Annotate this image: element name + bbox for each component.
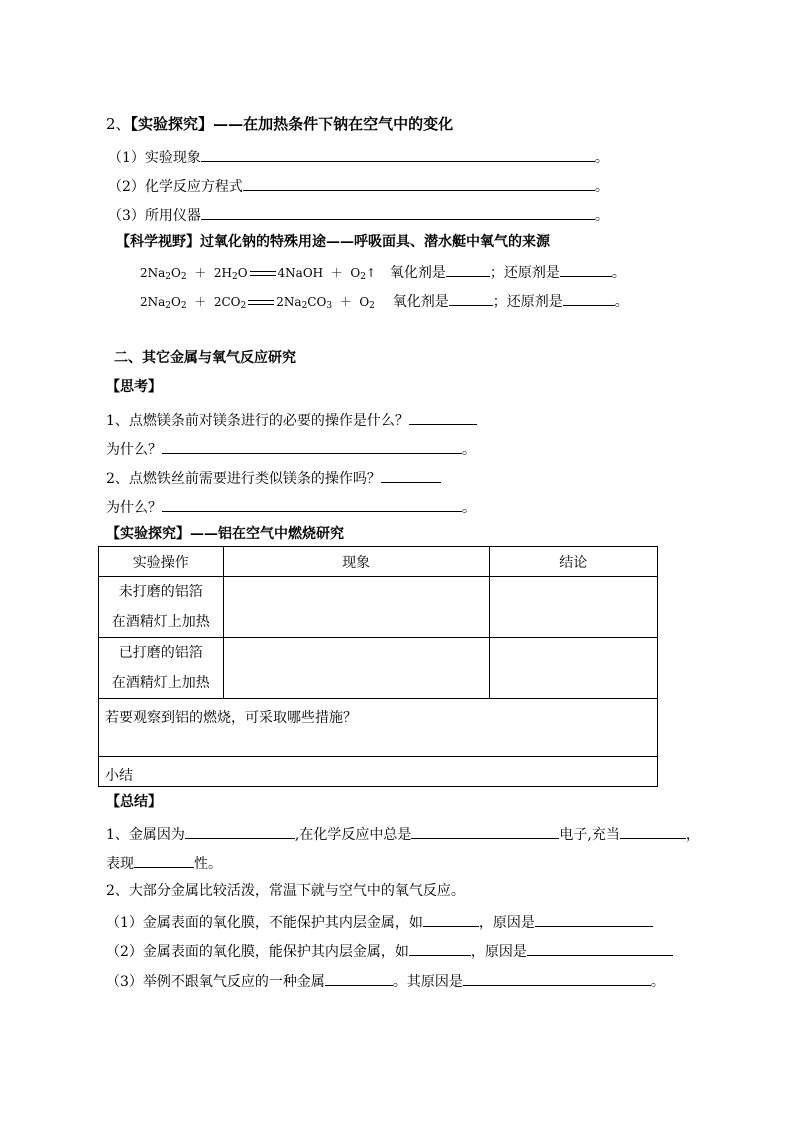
summary-l1-blank-3[interactable] bbox=[620, 823, 686, 839]
why-2-text: 为什么？ bbox=[106, 500, 162, 516]
summary-l1-c: 电子,充当 bbox=[559, 827, 620, 843]
eq2-reductant-label: ；还原剂是 bbox=[492, 294, 563, 310]
summary-l6-blank-2[interactable] bbox=[463, 970, 651, 986]
why-1-text: 为什么？ bbox=[106, 442, 162, 458]
eq1-left: $2Na_2O_2 + 2H_2O$ bbox=[140, 266, 248, 282]
row1-line2: 在酒精灯上加热 bbox=[111, 614, 210, 630]
end-mark: 。 bbox=[594, 150, 609, 166]
summary-l1-a: 1、金属因为 bbox=[106, 827, 185, 843]
eq1-reductant-blank[interactable] bbox=[560, 261, 612, 277]
eq2-right: $2Na_2CO_3 + O_2$ bbox=[276, 295, 375, 311]
summary-l4-blank-2[interactable] bbox=[535, 911, 653, 927]
summary-l5-b: ，原因是 bbox=[470, 944, 527, 960]
summary-l1-d: ， bbox=[685, 827, 700, 843]
sec1-title-bracket: 【实验探究】 bbox=[130, 115, 214, 133]
eq2-left: $2Na_2O_2 + 2CO_2$ bbox=[140, 295, 247, 311]
sec1-item3-blank[interactable] bbox=[201, 204, 595, 220]
eq1-oxidant-blank[interactable] bbox=[446, 261, 490, 277]
summary-l6-a: （3）举例不跟氧气反应的一种金属 bbox=[106, 974, 325, 990]
summary-title: 【总结】 bbox=[106, 794, 162, 810]
summary-l6-c: 。 bbox=[650, 974, 665, 990]
equals-sign-icon bbox=[250, 271, 276, 276]
sec1-title-rest: ——在加热条件下钠在空气中的变化 bbox=[213, 115, 454, 133]
equals-sign-icon bbox=[248, 300, 274, 305]
eq2-oxidant-label: 氧化剂是 bbox=[392, 294, 449, 310]
eq1-right: 4NaOH ＋ $O_2↑$ bbox=[277, 266, 377, 282]
table-summary[interactable]: 小结 bbox=[99, 757, 658, 787]
table-question-row bbox=[99, 699, 658, 757]
sec1-item3-label: （3）所用仪器 bbox=[108, 208, 201, 224]
question-2-text: 2、点燃铁丝前需要进行类似镁条的操作吗？ bbox=[106, 471, 381, 487]
summary-l5-a: （2）金属表面的氧化膜，能保护其内层金属，如 bbox=[106, 944, 409, 960]
table-header-conclusion: 结论 bbox=[489, 547, 657, 577]
table-header-row bbox=[99, 547, 658, 577]
summary-line-2 bbox=[106, 852, 222, 874]
table-cell-operation bbox=[99, 638, 224, 699]
summary-l4-a: （1）金属表面的氧化膜，不能保护其内层金属，如 bbox=[106, 915, 423, 931]
summary-line-6 bbox=[106, 970, 665, 992]
end-mark: 。 bbox=[462, 442, 476, 458]
table-cell-phenomenon[interactable] bbox=[223, 577, 489, 638]
equation-2 bbox=[140, 290, 629, 316]
summary-l2-a: 表现 bbox=[106, 856, 134, 872]
why-1 bbox=[106, 438, 476, 460]
science-title: 【科学视野】过氧化钠的特殊用途——呼吸面具、潜水艇中氧气的来源 bbox=[116, 234, 550, 250]
row2-line2: 在酒精灯上加热 bbox=[111, 675, 210, 691]
summary-l4-blank-1[interactable] bbox=[423, 911, 479, 927]
summary-l2-b: 性。 bbox=[194, 856, 222, 872]
why-2-blank[interactable] bbox=[162, 496, 462, 512]
summary-line-1 bbox=[106, 823, 700, 845]
table-question[interactable]: 若要观察到铝的燃烧，可采取哪些措施？ bbox=[99, 699, 658, 757]
eq1-reductant-label: ；还原剂是 bbox=[489, 265, 560, 281]
why-2 bbox=[106, 496, 476, 518]
end-mark: 。 bbox=[611, 265, 626, 281]
summary-l5-blank-2[interactable] bbox=[527, 940, 673, 956]
row1-line1: 未打磨的铝箔 bbox=[118, 584, 203, 600]
table-cell-conclusion[interactable] bbox=[489, 638, 657, 699]
equation-1 bbox=[140, 261, 626, 287]
summary-l1-blank-1[interactable] bbox=[185, 823, 295, 839]
eq2-reductant-blank[interactable] bbox=[563, 290, 615, 306]
question-2 bbox=[106, 467, 441, 489]
table-row bbox=[99, 638, 658, 699]
question-1 bbox=[106, 409, 477, 431]
sec1-item1-label: （1）实验现象 bbox=[108, 150, 201, 166]
row2-line1: 已打磨的铝箔 bbox=[118, 645, 203, 661]
think-heading: 【思考】 bbox=[106, 379, 162, 395]
sec1-item2-label: （2）化学反应方程式 bbox=[108, 179, 243, 195]
summary-l2-blank[interactable] bbox=[134, 852, 194, 868]
end-mark: 。 bbox=[614, 294, 629, 310]
summary-l1-b: ,在化学反应中总是 bbox=[294, 827, 412, 843]
question-1-text: 1、点燃镁条前对镁条进行的必要的操作是什么？ bbox=[106, 413, 409, 429]
experiment-table bbox=[98, 546, 658, 787]
question-2-blank[interactable] bbox=[381, 467, 441, 483]
sec2-heading: 二、其它金属与氧气反应研究 bbox=[114, 350, 296, 366]
end-mark: 。 bbox=[594, 179, 609, 195]
table-summary-row bbox=[99, 757, 658, 787]
sec1-title bbox=[106, 114, 453, 134]
table-header-phenomenon: 现象 bbox=[223, 547, 489, 577]
summary-line-4 bbox=[106, 911, 653, 933]
summary-l6-b: 。其原因是 bbox=[392, 974, 463, 990]
summary-line-5 bbox=[106, 940, 673, 962]
end-mark: 。 bbox=[594, 208, 609, 224]
eq2-oxidant-blank[interactable] bbox=[449, 290, 493, 306]
eq1-oxidant-label: 氧化剂是 bbox=[389, 265, 446, 281]
sec1-item2-blank[interactable] bbox=[243, 175, 595, 191]
table-row bbox=[99, 577, 658, 638]
sec1-item3 bbox=[108, 204, 609, 226]
summary-l5-blank-1[interactable] bbox=[409, 940, 471, 956]
table-cell-phenomenon[interactable] bbox=[223, 638, 489, 699]
end-mark: 。 bbox=[462, 500, 476, 516]
sec1-item1-blank[interactable] bbox=[201, 146, 595, 162]
table-cell-conclusion[interactable] bbox=[489, 577, 657, 638]
question-1-blank[interactable] bbox=[409, 409, 477, 425]
table-header-operation: 实验操作 bbox=[99, 547, 224, 577]
sec1-title-num: 2、 bbox=[106, 115, 131, 133]
sec1-item1 bbox=[108, 146, 609, 168]
summary-line-3: 2、大部分金属比较活泼，常温下就与空气中的氧气反应。 bbox=[106, 883, 465, 899]
explore-heading: 【实验探究】——铝在空气中燃烧研究 bbox=[106, 526, 344, 542]
summary-l6-blank-1[interactable] bbox=[325, 970, 393, 986]
sec1-item2 bbox=[108, 175, 609, 197]
summary-l1-blank-2[interactable] bbox=[411, 823, 559, 839]
why-1-blank[interactable] bbox=[162, 438, 462, 454]
table-cell-operation bbox=[99, 577, 224, 638]
summary-l4-b: ，原因是 bbox=[478, 915, 535, 931]
